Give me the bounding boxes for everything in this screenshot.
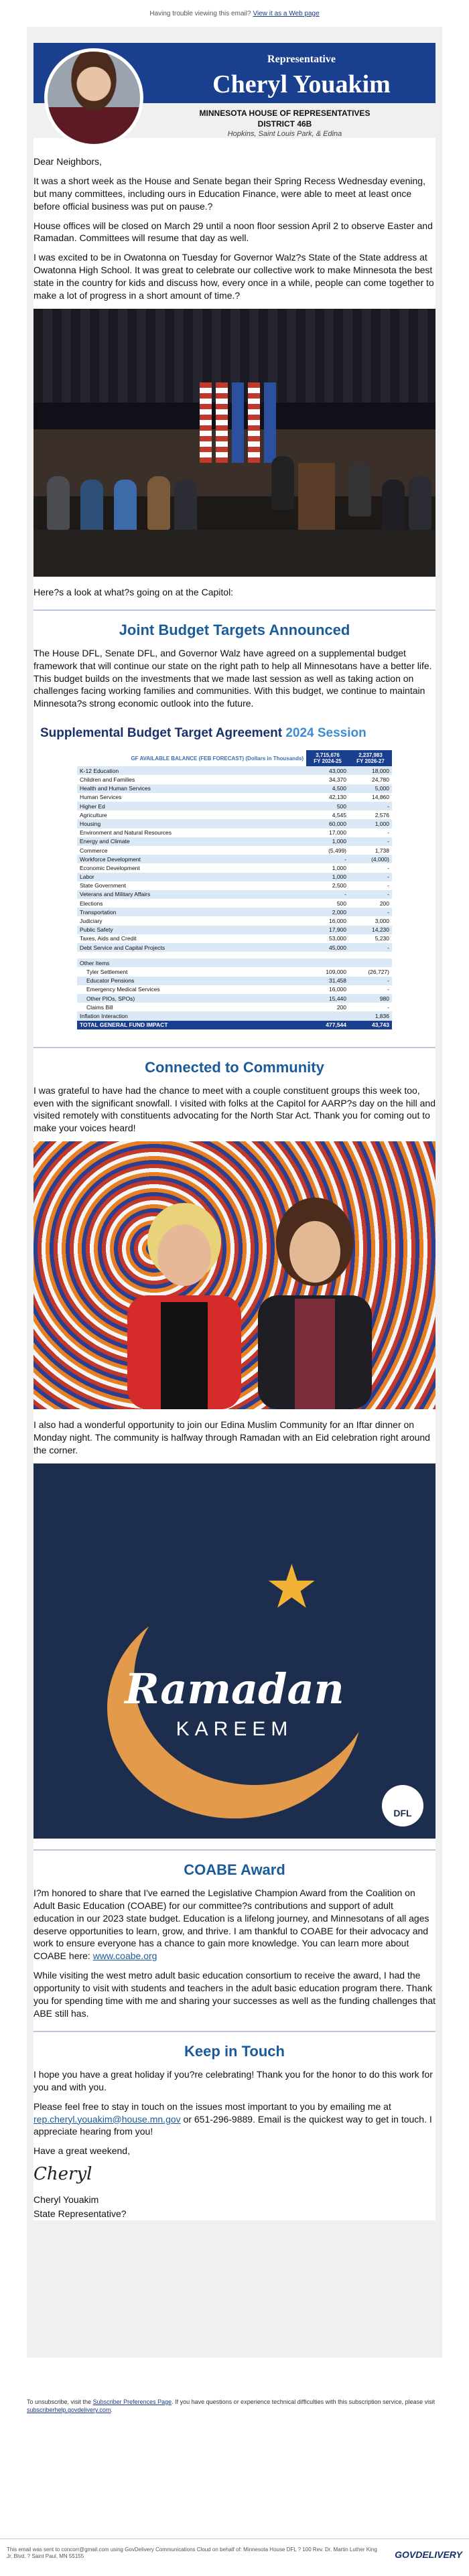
email-link[interactable]: rep.cheryl.youakim@house.mn.gov [34,2113,181,2125]
divider [34,1849,436,1851]
table-row: Emergency Medical Services 16,000 - [86,986,389,993]
newsletter-frame [27,27,442,2358]
coabe-paragraph-2: While visiting the west metro adult basic education consortium to receive the award, I had the opportunity to visit with students and teachers in the adult basic education program there. Thank you for spending time with me and sharing your successes as well as the funding challenges that ABE still has. [34,1970,436,2019]
woman-right-figure [248,1188,382,1409]
table-row: Veterans and Military Affairs - - [77,890,392,899]
top-notice [0,0,469,27]
budget-heading: Joint Budget Targets Announced [119,621,350,638]
budget-table-title-accent: 2024 Session [285,726,366,741]
govdelivery-logo: GOVDELIVERY [395,2549,462,2560]
table-row: Workforce Development - (4,000) [77,855,392,863]
capitol-intro: Here?s a look at what?s going on at the Capitol: [34,586,234,597]
header-rep-name: Cheryl Youakim [212,70,391,98]
table-row: Commerce (5,499) 1,738 [80,847,389,854]
table-row: Tyler Settlement 109,000 (26,727) [86,968,389,975]
budget-table-title-main: Supplemental Budget Target Agreement [40,726,283,741]
table-row: Educator Pensions 31,458 - [77,977,392,985]
signoff-name: Cheryl Youakim [34,2194,99,2206]
dfl-badge: DFL [382,1785,423,1827]
table-row: Judiciary 16,000 3,000 [80,918,389,925]
table-row: Public Safety 17,900 14,230 [77,926,392,934]
bottom-bar [0,2538,469,2565]
table-row: Transportation 2,000 - [77,908,392,916]
table-row: Energy and Climate 1,000 - [77,837,392,846]
col-label: GF AVAILABLE BALANCE (FEB FORECAST) (Dollars in Thousands) [77,750,306,766]
district-label: DISTRICT 46B [257,119,312,129]
touch-paragraph-1: I hope you have a great holiday if you?re celebrating! Thank you for the honor to do this work for you and with you. [34,2068,433,2092]
aarp-photo [34,1141,436,1409]
table-row: Higher Ed 500 - [77,802,392,810]
budget-table-graphic [34,717,436,1035]
col1-header: 3,715,676 FY 2024-25 [306,750,349,766]
coabe-link[interactable]: www.coabe.org [92,1950,157,1962]
divider [34,1047,436,1048]
subscriber-help-link[interactable]: subscriberhelp.govdelivery.com [27,2407,111,2414]
table-row: Economic Development 1,000 - [80,864,389,871]
greeting: Dear Neighbors, [34,156,102,167]
intro-paragraph-3: I was excited to be in Owatonna on Tuesday for Governor Walz?s State of the State address at Owatonna High School. It was great to celebrate our collective work to make Minnesota the best state in the country for kids and discuss how, every once in a while, people can come together to make a lot of progress in a short amount of time.? [34,252,434,301]
table-row: Housing 60,000 1,000 [77,819,392,828]
ramadan-title: Ramadan [125,1664,344,1713]
subscriber-preferences-link[interactable]: Subscriber Preferences Page [92,2399,172,2405]
table-row: Human Services 42,130 14,860 [80,794,389,801]
table-row: Agriculture 4,545 2,576 [80,811,389,818]
table-section-row: Other Items [77,958,392,967]
house-label: MINNESOTA HOUSE OF REPRESENTATIVES [199,109,371,118]
table-row: Claims Bill 200 - [86,1003,389,1011]
table-row: Other PIOs, SPOs) 15,440 980 [77,994,392,1003]
budget-table-title [34,726,436,741]
table-row: State Government 2,500 - [80,882,389,889]
col2-header: 2,237,983 FY 2026-27 [349,750,392,766]
table-row: Environment and Natural Resources 17,000 - [80,829,389,837]
table-row: Inflation Interaction 1,836 [77,1011,392,1020]
table-row: Health and Human Services 4,500 5,000 [77,784,392,793]
intro-paragraph-2: House offices will be closed on March 29 until a noon floor session April 2 to observe Easter and Ramadan. Committees will resume that day as well. [34,220,433,244]
divider [34,610,436,611]
table-row: Elections 500 200 [80,900,389,907]
divider [34,2031,436,2032]
coabe-heading: COABE Award [184,1861,285,1878]
footer: To unsubscribe, visit the Subscriber Preferences Page. If you have questions or experience technical difficulties with this subscription service, please visit subscriberhelp.govdelivery.com. [27,2399,436,2414]
table-row: Taxes, Aids and Credit 53,000 5,230 [80,935,389,942]
ramadan-graphic [34,1463,436,1839]
header-banner [34,43,436,103]
signature: Cheryl [34,2164,92,2185]
ramadan-subtitle: KAREEM [176,1717,293,1740]
signoff-title: State Representative? [34,2208,127,2220]
state-of-state-photo [34,309,436,577]
email-body [34,138,436,2220]
web-view-link[interactable]: View it as a Web page [253,9,320,17]
table-row: Debt Service and Capital Projects 45,000 - [77,943,392,952]
representative-portrait [44,48,143,147]
table-total-row: TOTAL GENERAL FUND IMPACT 477,544 43,743 [77,1021,392,1029]
touch-heading: Keep in Touch [184,2042,285,2060]
table-row: Labor 1,000 - [77,873,392,881]
touch-paragraph-3: Have a great weekend, [34,2145,130,2157]
coabe-paragraph-1: I?m honored to share that I've earned the Legislative Champion Award from the Coalition on Adult Basic Education (COABE) for our committee?s contributions and support of adult education in our 2023 state budget. Education is a lifelong journey, and Minnesotans of all ages deserve opportunities to learn, grow, and thrive. I am thankful to COABE for their advocacy and work to ensure everyone has a chance to gain more knowledge. You can learn more about COABE here: www.coabe.org [34,1887,429,1962]
table-row: Children and Families 34,370 24,780 [80,776,389,784]
community-paragraph-2: I also had a wonderful opportunity to join our Edina Muslim Community for an Iftar dinner on Monday night. The community is halfway through Ramadan with an Eid celebration right around the corner. [34,1419,430,1456]
top-notice-text: Having trouble viewing this email? [149,9,251,17]
header-rep-title: Representative [267,54,336,65]
sent-to-text: This email was sent to concorr@gmail.com using GovDelivery Communications Cloud on behalf of: Minnesota House DFL ? 100 Rev. Dr. Martin Luther King Jr. Blvd. ? Saint Paul, MN 55155 [7,2547,377,2560]
community-heading: Connected to Community [145,1058,324,1076]
table-row: K-12 Education 43,000 18,000 [77,766,392,775]
woman-left-figure [114,1195,255,1409]
budget-table [77,750,392,1029]
budget-paragraph: The House DFL, Senate DFL, and Governor Walz have agreed on a supplemental budget framework that will continue our state on the right path to help all Minnesotans have a better life. This budget builds on the investments that we made last session as well as taking action on challenges facing working families and communities. With this budget, we continue to maintain Minnesota?s strong economic outlook into the future. [34,647,432,709]
star-icon: ★ [265,1553,319,1621]
community-paragraph-1: I was grateful to have had the chance to meet with a couple constituent groups this week too, even with the significant snowfall. I visited with folks at the Capitol for AARP?s day on the hill and visited remotely with constituents advocating for the North Star Act. Thank you for coming out to make your voices heard! [34,1084,436,1134]
area-label: Hopkins, Saint Louis Park, & Edina [227,130,342,138]
touch-paragraph-2: Please feel free to stay in touch on the issues most important to you by emailing me at rep.cheryl.youakim@house.mn.gov or 651-296-9889. Email is the quickest way to get in touch. I appreciate hearing from you! [34,2100,432,2137]
intro-paragraph-1: It was a short week as the House and Senate began their Spring Recess Wednesday evening, but many committees, including ours in Education Finance, were able to meet at least once before official business was put on pause.? [34,175,425,212]
